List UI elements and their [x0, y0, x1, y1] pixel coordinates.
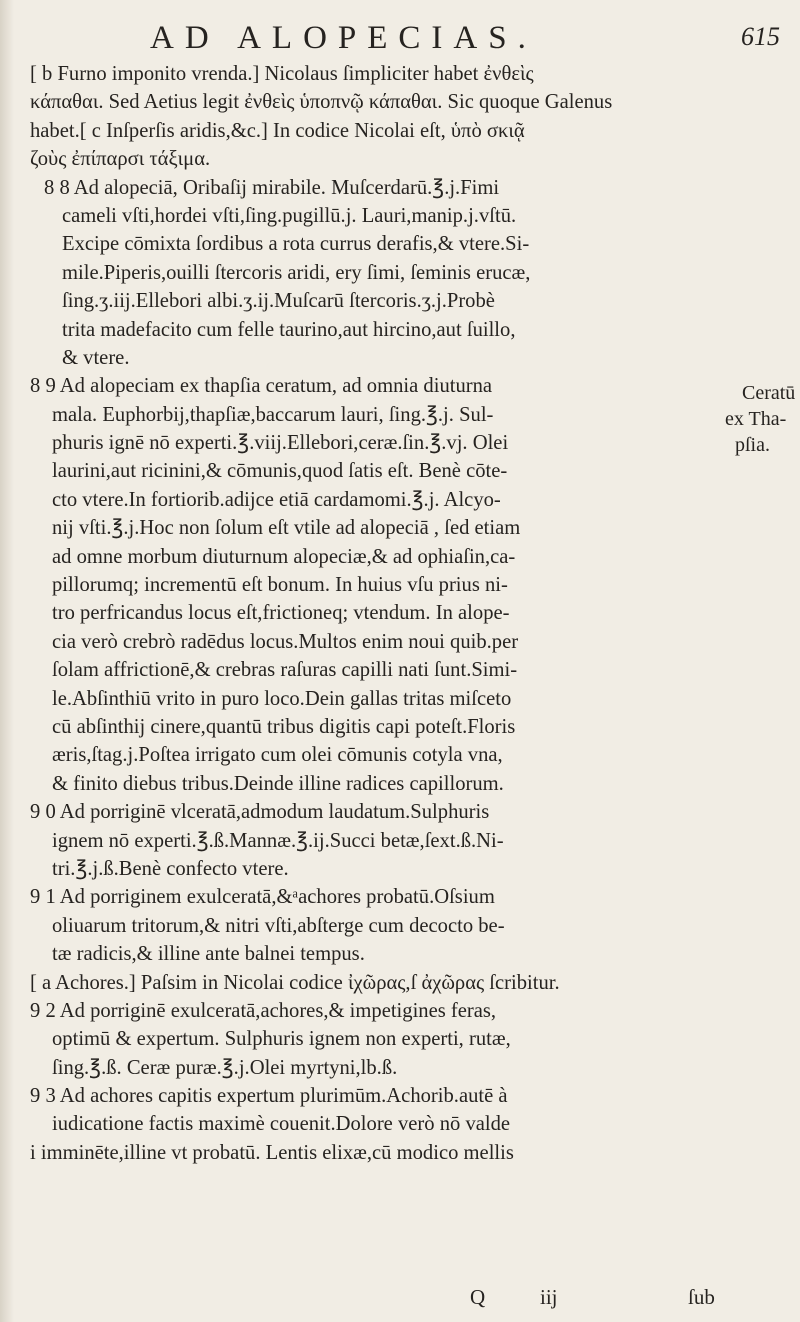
running-title: AD ALOPECIAS. — [150, 20, 537, 56]
text-line: ſolam affrictionē,& crebras raſuras capilli nati ſunt.Simi- — [52, 659, 518, 682]
text-line: cameli vſti,hordei vſti,ſing.pugillū.j. Lauri,manip.j.vſtū. — [62, 204, 517, 227]
text-line: [ a Achores.] Paſsim in Nicolai codice ἰχῶρας,ſ ἀχῶρας ſcribitur. — [30, 971, 560, 994]
text-line: cto vtere.In fortiorib.adijce etiā cardamomi.℥.j. Alcyo- — [52, 488, 501, 511]
text-line: 9 1 Ad porriginem exulceratā,&ᵃachores probatū.Oſsium — [30, 886, 495, 909]
marginal-note: Ceratū — [742, 382, 796, 404]
text-line: tæ radicis,& illine ante balnei tempus. — [52, 943, 365, 966]
text-line: tri.℥.j.ß.Benè confecto vtere. — [52, 857, 289, 880]
signature-line — [430, 1285, 750, 1315]
signature-number: iij — [540, 1285, 558, 1309]
text-line: ad omne morbum diuturnum alopeciæ,& ad ophiaſin,ca- — [52, 545, 516, 568]
text-line: 9 0 Ad porriginē vlceratā,admodum laudatum.Sulphuris — [30, 801, 490, 824]
text-line: Excipe cōmixta ſordibus a rota currus derafis,& vtere.Si- — [62, 233, 530, 256]
text-line: mala. Euphorbij,thapſiæ,baccarum lauri, ſing.℥.j. Sul- — [52, 403, 494, 426]
text-line: 9 3 Ad achores capitis expertum plurimūm.Achorib.autē à — [30, 1085, 508, 1108]
text-line: phuris ignē nō experti.℥.viij.Ellebori,ceræ.ſin.℥.vj. Olei — [52, 432, 509, 455]
text-line: trita madefacito cum felle taurino,aut hircino,aut ſuillo, — [62, 318, 516, 341]
text-line: 8 9 Ad alopeciam ex thapſia ceratum, ad omnia diuturna — [30, 375, 493, 398]
text-line: [ b Furno imponito vrenda.] Nicolaus ſimpliciter habet ἐνθεὶς — [30, 63, 534, 85]
text-line: & finito diebus tribus.Deinde illine radices capillorum. — [52, 772, 504, 795]
text-line: ſing.℥.ß. Ceræ puræ.℥.j.Olei myrtyni,lb.ß. — [52, 1056, 398, 1079]
folio-number: 615 — [741, 22, 780, 51]
text-line: cia verò crebrò radēdus locus.Multos enim noui quib.per — [52, 630, 519, 653]
text-line: pillorumq; incrementū eſt bonum. In huius vſu prius ni- — [52, 574, 508, 597]
text-line: habet.[ c Inſperſis aridis,&c.] In codice Nicolai eſt, ὑπὸ σκιᾷ — [30, 119, 525, 142]
text-line: le.Abſinthiū vrito in puro loco.Dein gallas tritas miſceto — [52, 687, 512, 710]
marginal-note: ex Tha- — [725, 408, 787, 430]
text-line: ζοὺς ἐπίπαρσι τάξιμα. — [30, 148, 211, 171]
text-line: 9 2 Ad porriginē exulceratā,achores,& impetigines feras, — [30, 999, 497, 1022]
text-line: & vtere. — [62, 346, 130, 369]
text-line: oliuarum tritorum,& nitri vſti,abſterge cum decocto be- — [52, 914, 505, 937]
text-line: optimū & expertum. Sulphuris ignem non experti, rutæ, — [52, 1028, 511, 1051]
catchword: ſub — [688, 1285, 715, 1309]
text-line: mile.Piperis,ouilli ſtercoris aridi, ery ſimi, ſeminis erucæ, — [62, 261, 531, 284]
page-header — [90, 18, 780, 58]
text-line: cū abſinthij cinere,quantū tribus digitis capi poteſt.Floris — [52, 715, 516, 738]
text-line: laurini,aut ricinini,& cōmunis,quod ſatis eſt. Benè cōte- — [52, 460, 508, 483]
text-line: ignem nō experti.℥.ß.Mannæ.℥.ij.Succi betæ,ſext.ß.Ni- — [52, 829, 504, 852]
text-line: iudicatione factis maximè couenit.Dolore verò nō valde — [52, 1113, 511, 1136]
signature-mark: Q — [470, 1285, 486, 1309]
text-line: i imminēte,illine vt probatū. Lentis elixæ,cū modico mellis — [30, 1141, 514, 1164]
body-text — [30, 60, 755, 1167]
text-line: nij vſti.℥.j.Hoc non ſolum eſt vtile ad alopeciā , ſed etiam — [52, 517, 521, 540]
marginal-note: pſia. — [735, 434, 770, 456]
text-line: tro perfricandus locus eſt,frictioneq; vtendum. In alope- — [52, 602, 510, 625]
page-gutter — [0, 0, 14, 1322]
text-line: æris,ſtag.j.Poſtea irrigato cum olei cōmunis cotyla vna, — [52, 744, 503, 767]
text-line: 8 8 Ad alopeciā, Oribaſij mirabile. Muſcerdarū.℥.j.Fimi — [44, 176, 500, 199]
text-line: ſing.ʒ.iij.Ellebori albi.ʒ.ij.Muſcarū ſtercoris.ʒ.j.Probè — [62, 290, 495, 313]
text-line: κάπαθαι. Sed Aetius legit ἐνθεὶς ὑποπνῷ κάπαθαι. Sic quoque Galenus — [30, 91, 613, 114]
